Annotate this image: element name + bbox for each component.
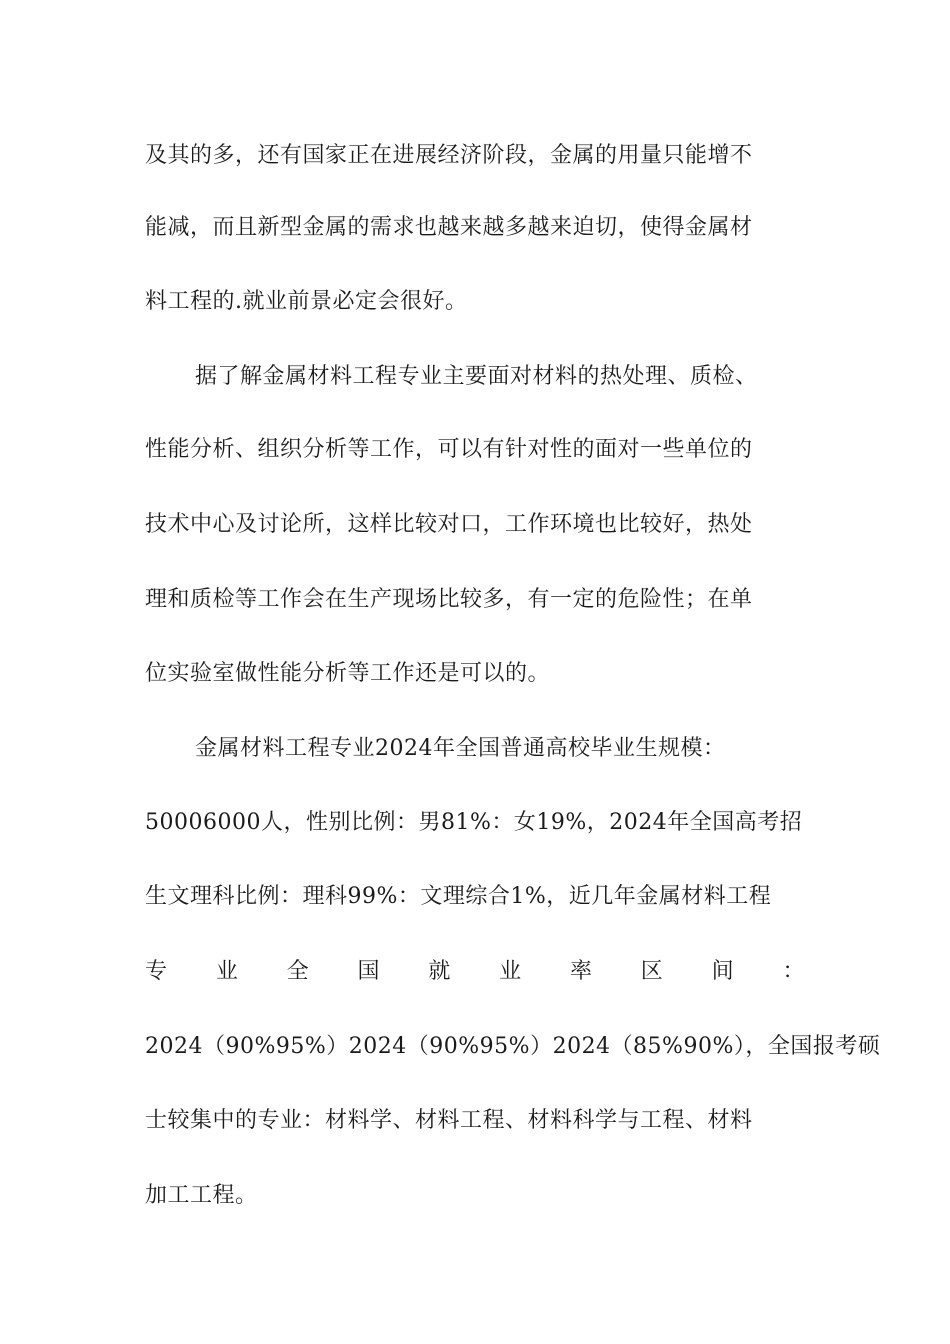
paragraph-2-line-1: 据了解金属材料工程专业主要面对材料的热处理、质检、	[195, 364, 758, 389]
paragraph-1-line-1: 及其的多，还有国家正在进展经济阶段，金属的用量只能增不	[145, 143, 753, 168]
paragraph-2-line-3: 技术中心及讨论所，这样比较对口，工作环境也比较好，热处	[145, 512, 753, 537]
spread-char: 业	[499, 959, 522, 984]
paragraph-3-line-4	[145, 952, 805, 992]
paragraph-2-line-5: 位实验室做性能分析等工作还是可以的。	[145, 661, 551, 686]
paragraph-2-line-4: 理和质检等工作会在生产现场比较多，有一定的危险性；在单	[145, 587, 753, 612]
spread-char: 专	[145, 959, 168, 984]
paragraph-2-line-2: 性能分析、组织分析等工作，可以有针对性的面对一些单位的	[145, 437, 753, 462]
paragraph-3-line-2: 50006000人，性别比例：男81%：女19%，2024年全国高考招	[145, 810, 803, 835]
paragraph-3-line-7: 加工工程。	[145, 1183, 258, 1208]
paragraph-3-line-5: 2024（90%95%）2024（90%95%）2024（85%90%），全国报考硕	[145, 1034, 881, 1059]
paragraph-1-line-2: 能减，而且新型金属的需求也越来越多越来迫切，使得金属材	[145, 215, 753, 240]
spread-char: 国	[357, 959, 380, 984]
spread-char: 就	[428, 959, 451, 984]
spread-char: 间	[711, 959, 735, 984]
paragraph-1-line-3: 料工程的.就业前景必定会很好。	[145, 289, 468, 314]
spread-char: 率	[569, 959, 593, 984]
spread-char: 全	[286, 959, 310, 984]
spread-char: 业	[215, 959, 239, 984]
spread-char: ：	[782, 959, 805, 984]
paragraph-3-line-1: 金属材料工程专业2024年全国普通高校毕业生规模：	[195, 736, 726, 761]
spread-char: 区	[640, 959, 664, 984]
paragraph-3-line-3: 生文理科比例：理科99%：文理综合1%，近几年金属材料工程	[145, 884, 772, 909]
paragraph-3-line-6: 士较集中的专业：材料学、材料工程、材料科学与工程、材料	[145, 1108, 753, 1133]
